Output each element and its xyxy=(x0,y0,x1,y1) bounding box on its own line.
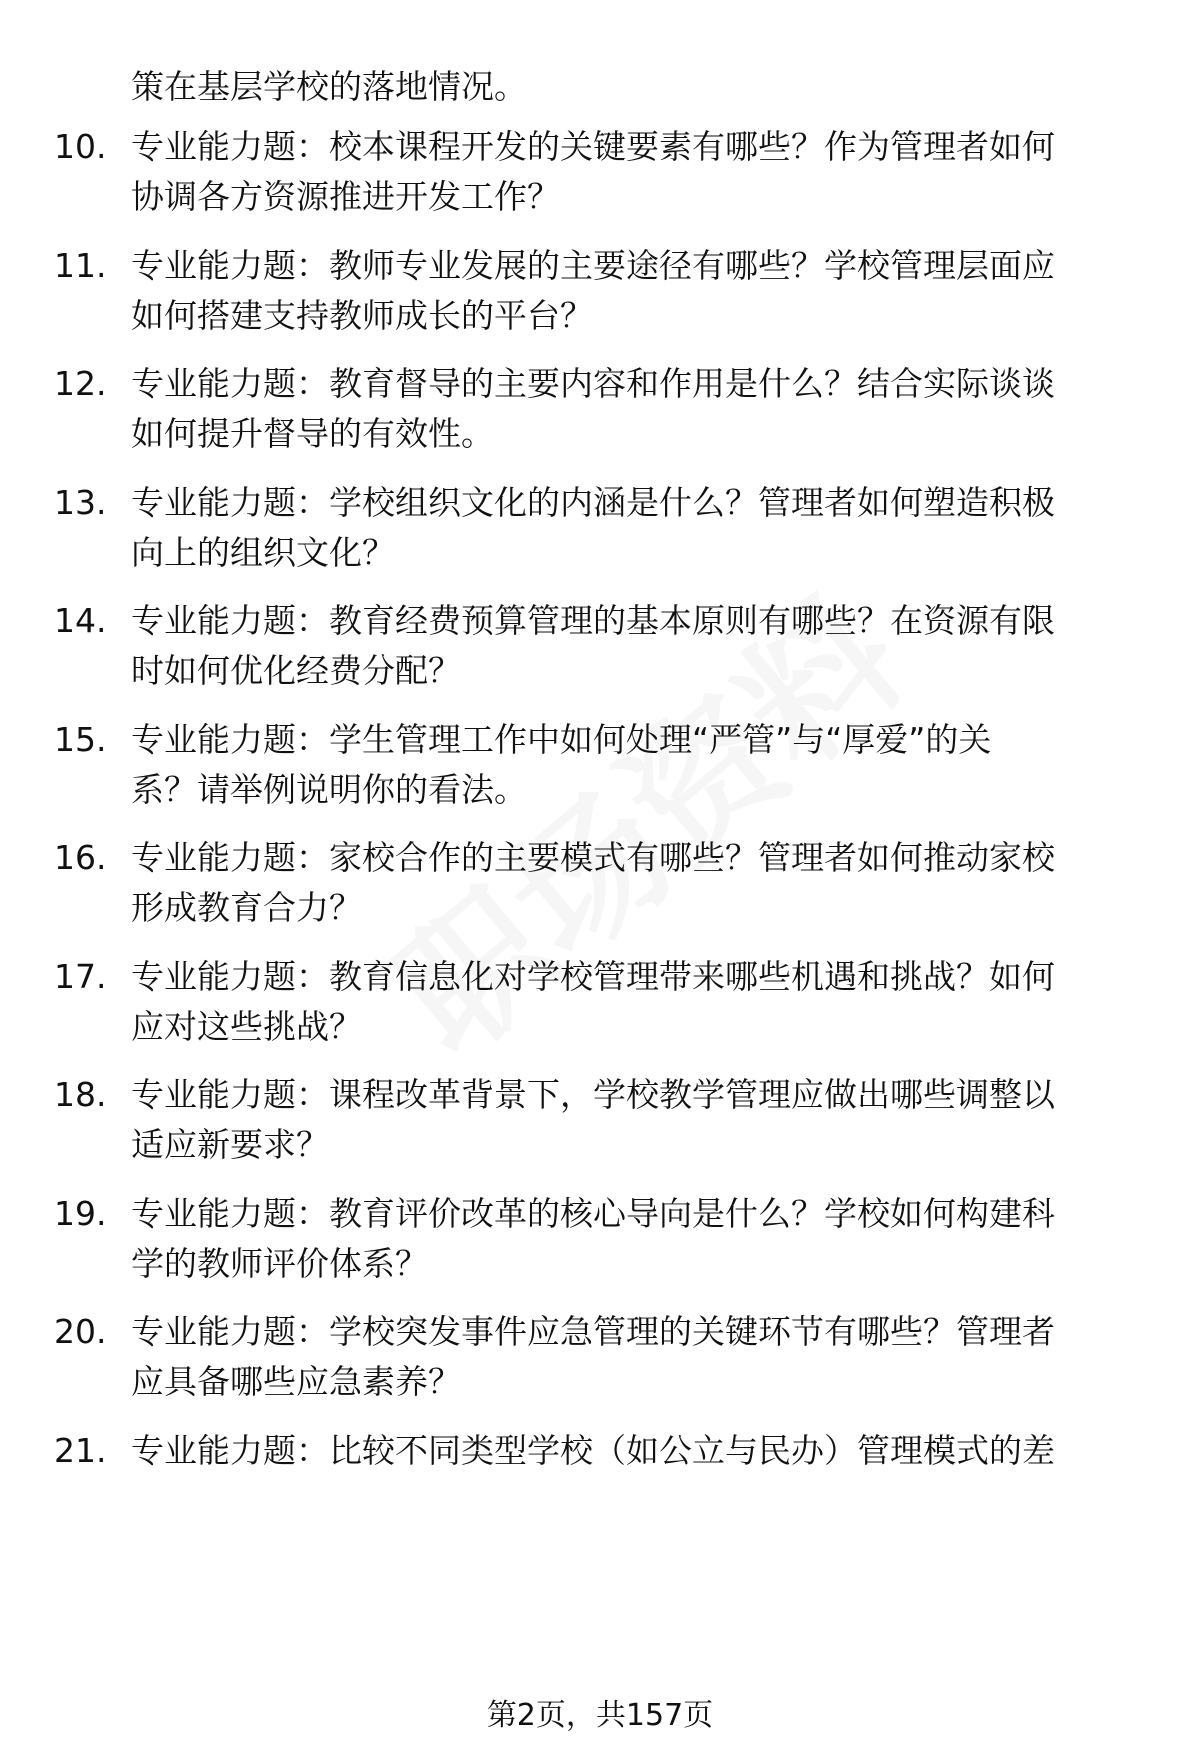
item-number: 14. xyxy=(54,601,107,640)
item-number: 12. xyxy=(54,364,107,403)
item-text-line: 适应新要求？ xyxy=(131,1125,329,1164)
list-item xyxy=(54,359,1151,459)
item-text-line: 专业能力题：学生管理工作中如何处理“严管”与“厚爱”的关 xyxy=(131,720,992,759)
item-number: 16. xyxy=(54,838,107,877)
item-text-line: 专业能力题：教育信息化对学校管理带来哪些机遇和挑战？如何 xyxy=(131,957,1055,996)
item-text-line: 专业能力题：学校组织文化的内涵是什么？管理者如何塑造积极 xyxy=(131,483,1055,522)
list-item xyxy=(54,478,1151,578)
item-number: 10. xyxy=(54,127,107,166)
item-text-line: 如何搭建支持教师成长的平台？ xyxy=(131,296,593,335)
item-number: 13. xyxy=(54,483,107,522)
item-text-line: 应对这些挑战？ xyxy=(131,1007,362,1046)
list-item xyxy=(54,833,1151,933)
item-text-line: 专业能力题：教育督导的主要内容和作用是什么？结合实际谈谈 xyxy=(131,364,1055,403)
list-item xyxy=(54,1070,1151,1170)
list-item xyxy=(54,1307,1151,1407)
item-number: 18. xyxy=(54,1075,107,1114)
item-number: 21. xyxy=(54,1431,107,1470)
list-item xyxy=(54,596,1151,696)
list-item xyxy=(54,952,1151,1052)
item-text-line: 专业能力题：课程改革背景下，学校教学管理应做出哪些调整以 xyxy=(131,1075,1055,1114)
item-number: 11. xyxy=(54,246,107,285)
list-item xyxy=(54,122,1151,222)
page-footer: 第2页，共157页 xyxy=(486,1698,714,1733)
item-text-line: 应具备哪些应急素养？ xyxy=(131,1362,461,1401)
item-text-line: 时如何优化经费分配？ xyxy=(131,651,461,690)
item-text-line: 系？请举例说明你的看法。 xyxy=(131,770,527,809)
item-text-line: 形成教育合力？ xyxy=(131,888,362,927)
continuation-line: 策在基层学校的落地情况。 xyxy=(131,67,527,106)
item-text-line: 专业能力题：比较不同类型学校（如公立与民办）管理模式的差 xyxy=(131,1431,1055,1470)
item-number: 17. xyxy=(54,957,107,996)
list-item xyxy=(54,1426,1151,1476)
item-text-line: 专业能力题：教育经费预算管理的基本原则有哪些？在资源有限 xyxy=(131,601,1055,640)
list-item xyxy=(54,1189,1151,1289)
item-text-line: 专业能力题：学校突发事件应急管理的关键环节有哪些？管理者 xyxy=(131,1312,1055,1351)
item-text-line: 协调各方资源推进开发工作？ xyxy=(131,177,560,216)
item-text-line: 如何提升督导的有效性。 xyxy=(131,414,494,453)
list-item xyxy=(54,715,1151,815)
item-number: 20. xyxy=(54,1312,107,1351)
item-number: 15. xyxy=(54,720,107,759)
item-text-line: 专业能力题：教育评价改革的核心导向是什么？学校如何构建科 xyxy=(131,1194,1055,1233)
item-text-line: 专业能力题：校本课程开发的关键要素有哪些？作为管理者如何 xyxy=(131,127,1055,166)
item-text-line: 专业能力题：家校合作的主要模式有哪些？管理者如何推动家校 xyxy=(131,838,1055,877)
item-number: 19. xyxy=(54,1194,107,1233)
item-text-line: 向上的组织文化？ xyxy=(131,533,395,572)
item-text-line: 专业能力题：教师专业发展的主要途径有哪些？学校管理层面应 xyxy=(131,246,1055,285)
list-item xyxy=(54,241,1151,341)
item-text-line: 学的教师评价体系？ xyxy=(131,1244,428,1283)
